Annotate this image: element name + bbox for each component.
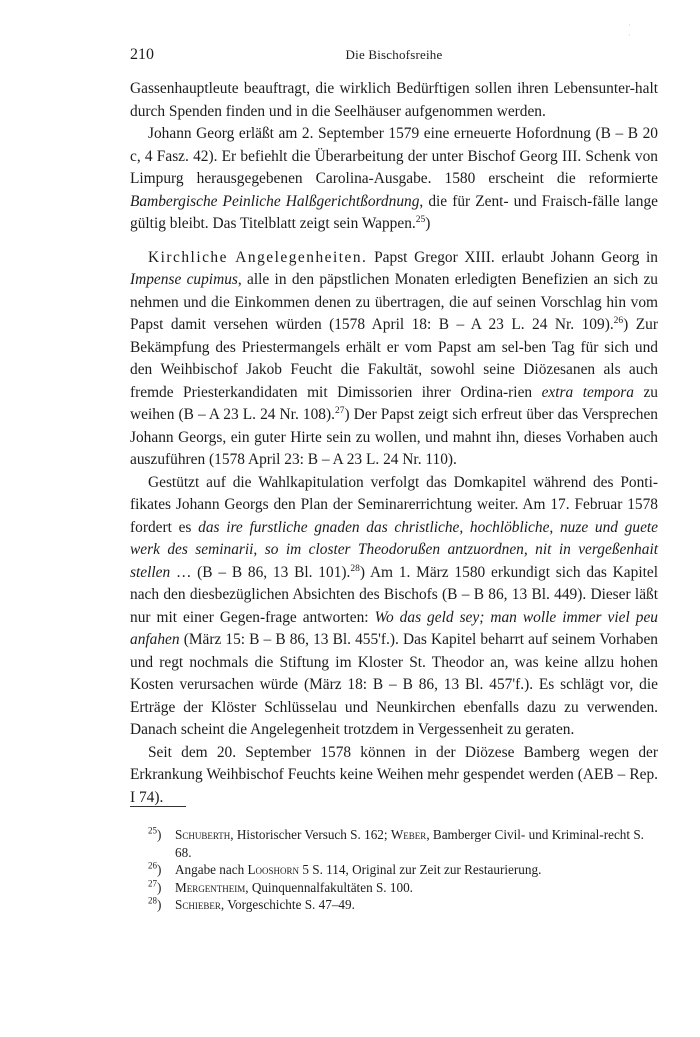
page-number: 210 (130, 46, 154, 63)
footnote-text: , Historischer Versuch S. 162; (230, 827, 391, 842)
paragraph-5: Seit dem 20. September 1578 können in der Diözese Bamberg wegen der Erkrankung Weihbischof Feuchts keine Weihen mehr gespendet werden (AEB – Rep. I 74). (130, 743, 658, 806)
paragraph-4-text-c: ) Am 1. März 1580 erkundigt sich das Kapitel nach den diesbezüglichen Absichten des Bischofs (B – B 86, 13 Bl. 449). Dieser läßt nur mit einer Gegen-frage antworten: (130, 563, 658, 626)
paragraph-3-text-d: zu weihen (B – A 23 L. 24 Nr. 108). (130, 383, 659, 423)
footnote-marker (148, 826, 161, 844)
body-text (130, 78, 658, 809)
scan-artifact-marks: · · (628, 20, 653, 40)
footnote-paren: ) (157, 897, 162, 912)
footnote-ref-25: 25 (415, 214, 426, 225)
paragraph-2-text-c: ) (425, 215, 431, 232)
italic-title-halsgerichtsordnung: Bambergische Peinliche Halßgerichtßordnung (130, 192, 420, 210)
footnote-text: Angabe nach (175, 862, 248, 877)
footnote-26 (148, 861, 660, 879)
footnotes (148, 826, 660, 914)
running-head (130, 46, 658, 68)
paragraph-4-text-b: … (B – B 86, 13 Bl. 101). (170, 563, 351, 581)
author-name: Mergentheim (175, 879, 246, 895)
paragraph-1: Gassenhauptleute beauftragt, die wirklich Bedürftigen sollen ihren Lebensunter-halt durch Spenden finden und in die Seelhäuser aufgenommen werden. (130, 80, 658, 120)
paragraph-3-text-a: Papst Gregor XIII. erlaubt Johann Georg in (367, 248, 658, 266)
footnote-text: , Quinquennalfakultäten S. 100. (245, 879, 413, 895)
footnote-paren: ) (157, 862, 162, 877)
footnote-number: 28 (148, 895, 157, 906)
footnote-paren: ) (157, 879, 162, 895)
footnote-text: , Vorgeschichte S. 47–49. (220, 897, 355, 912)
italic-extra-tempora: extra tempora (541, 383, 634, 401)
footnote-paren: ) (157, 827, 162, 842)
footnote-text: , Bamberger Civil- und Kriminal-recht S. 68. (175, 827, 644, 860)
footnote-27 (148, 879, 660, 897)
footnote-25 (148, 826, 660, 861)
paragraph-4-text-d: (März 15: B – B 86, 13 Bl. 455'f.). Das Kapitel beharrt auf seinem Vorhaben und regt nochmals die Stiftung im Kloster St. Theodor an, was keine allzu hohen Kosten verursachen würde (März 18: B – B 86, 13 Bl. 457'f.). Es schlägt vor, die Erträge der Klöster Schlüsselau und Neunkirchen ebenfalls dazu zu verwenden. Danach scheint die Angelegenheit trotzdem in Vergessenheit zu geraten. (130, 631, 658, 738)
footnote-number: 27 (148, 878, 157, 889)
author-name: Schieber (175, 897, 221, 912)
footnote-ref-26: 26 (613, 315, 624, 326)
paragraph-3-text-b: , alle in den päpstlichen Monaten erledigten Benefizien an sich zu nehmen und die Einkommen denen zu übertragen, die auf seinen Vorschlag hin vom Papst damit versehen würden (1578 April 18: B – A 23 L. 24 Nr. 109). (130, 271, 658, 333)
footnote-ref-27: 27 (334, 405, 345, 416)
italic-quote-geld: Wo das geld sey; man wolle immer viel peu anfahen (130, 608, 658, 648)
footnote-marker (148, 896, 161, 914)
footnote-marker (148, 861, 161, 879)
author-name: Weber (390, 827, 427, 842)
paragraph-4 (130, 472, 658, 742)
paragraph-2-text-b: , die für Zent- und Fraisch-fälle lange gültig bleibt. Das Titelblatt zeigt sein Wappen. (130, 192, 658, 232)
footnote-ref-28: 28 (350, 563, 360, 574)
footnote-number: 25 (148, 825, 157, 836)
footnote-divider (130, 806, 186, 807)
running-title: Die Bischofsreihe (345, 47, 443, 62)
footnote-number: 26 (148, 860, 157, 871)
italic-quote-seminarii: das ire furstliche gnaden das christliche, hochlöbliche, nuze und guete werk des seminarii, so im closter Theodorußen antzuordnen, nit in vergeßenhait stellen (130, 518, 659, 581)
italic-impense-cupimus: Impense cupimus (130, 271, 238, 288)
paragraph-4-text-a: Gestützt auf die Wahlkapitulation verfolgt das Domkapitel während des Ponti-fikates Johann Georgs den Plan der Seminarerrichtung weiter. Am 17. Februar 1578 fordert es (130, 473, 658, 536)
footnote-28 (148, 896, 660, 914)
section-heading-kirchliche: Kirchliche Angelegenheiten. (148, 248, 368, 266)
author-name: Looshorn (247, 862, 300, 877)
paragraph-2-text-a: Johann Georg erläßt am 2. September 1579 eine erneuerte Hofordnung (B – B 20 c, 4 Fasz. 42). Er befiehlt die Überarbeitung der unter Bischof Georg III. Schenk von Limpurg herausgegebenen Carolina-Ausgabe. 1580 erscheint die reformierte (130, 125, 658, 187)
paragraph-3-text-c: ) Zur Bekämpfung des Priestermangels erhält er vom Papst am sel-ben Tag für sich und den Weihbischof Jakob Feucht die Fakultät, sowohl seine Diözesanen als auch fremde Priesterkandidaten mit Dimissorien ihrer Ordina-rien (130, 316, 658, 401)
paragraph-3-text-e: ) Der Papst zeigt sich erfreut über das Versprechen Johann Georgs, ein guter Hirte sein zu wollen, und mahnt ihn, dieses Vorhaben auch auszuführen (1578 April 23: B – A 23 L. 24 Nr. 110). (130, 406, 658, 468)
footnote-marker (148, 879, 161, 897)
paragraph-2 (130, 123, 658, 236)
paragraph-3 (130, 247, 658, 472)
footnote-text: 5 S. 114, Original zur Zeit zur Restaurierung. (299, 862, 542, 877)
author-name: Schuberth (175, 827, 231, 842)
